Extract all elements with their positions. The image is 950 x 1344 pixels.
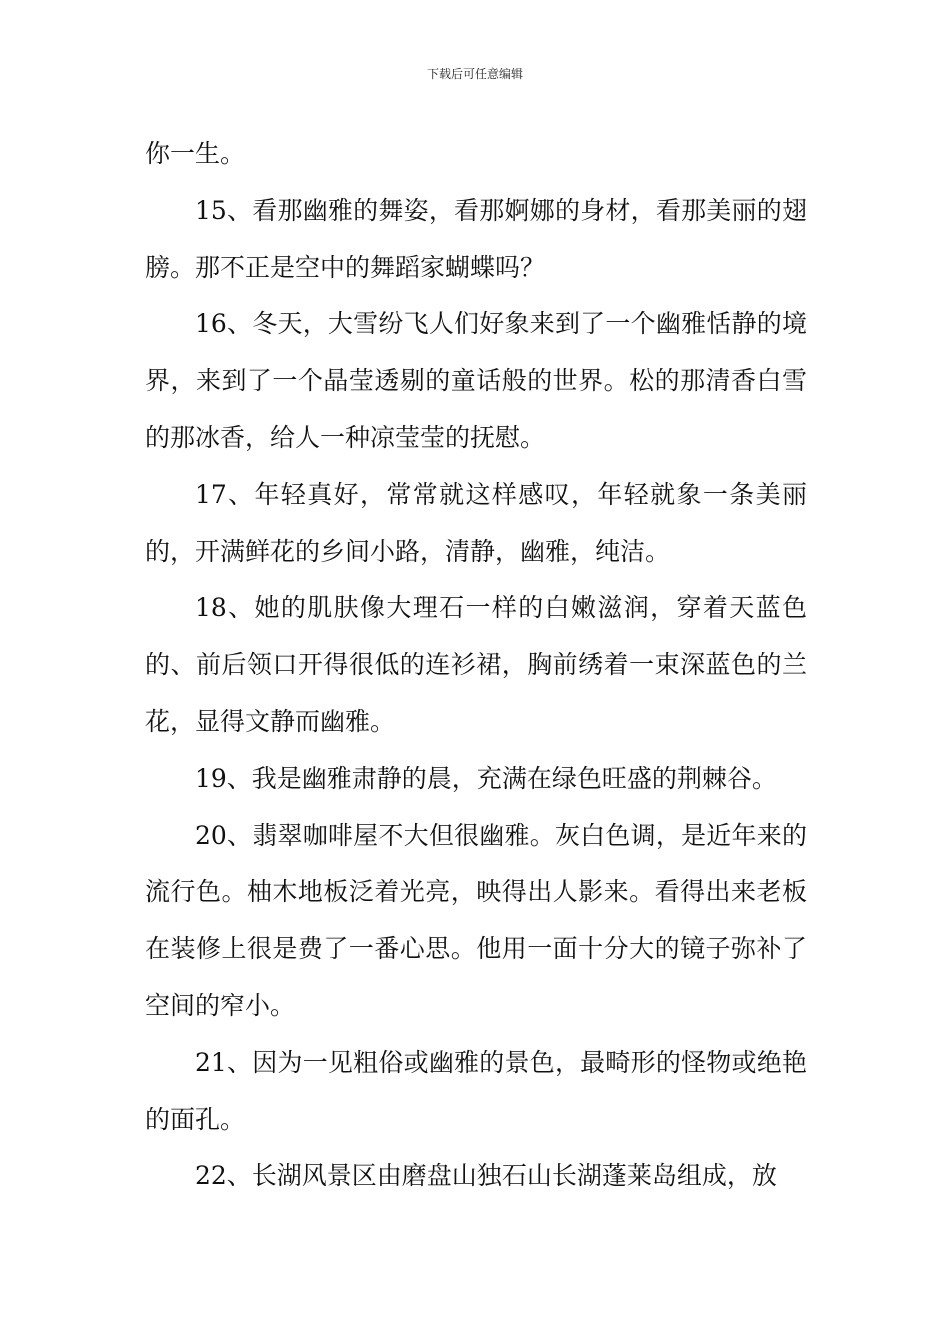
paragraph-22: 22、长湖风景区由磨盘山独石山长湖蓬莱岛组成，放 — [195, 1161, 777, 1191]
paragraph-15: 15、看那幽雅的舞姿，看那婀娜的身材，看那美丽的翅膀。那不正是空中的舞蹈家蝴蝶吗？ — [145, 195, 807, 282]
paragraph-20: 20、翡翠咖啡屋不大但很幽雅。灰白色调，是近年来的流行色。柚木地板泛着光亮，映得出人影来。看得出来老板在装修上很是费了一番心思。他用一面十分大的镜子弥补了空间的窄小。 — [145, 820, 807, 1020]
paragraph-continuation: 你一生。 — [145, 139, 246, 168]
paragraph-18: 18、她的肌肤像大理石一样的白嫩滋润，穿着天蓝色的、前后领口开得很低的连衫裙，胸前绣着一束深蓝色的兰花，显得文静而幽雅。 — [145, 593, 807, 736]
paragraph-16: 16、冬天，大雪纷飞人们好象来到了一个幽雅恬静的境界，来到了一个晶莹透剔的童话般的世界。松的那清香白雪的那冰香，给人一种凉莹莹的抚慰。 — [145, 309, 807, 452]
page-header: 下载后可任意编辑 — [426, 67, 523, 81]
document-body — [145, 126, 807, 1205]
paragraph-19: 19、我是幽雅肃静的晨，充满在绿色旺盛的荆棘谷。 — [195, 763, 777, 793]
paragraph-17: 17、年轻真好，常常就这样感叹，年轻就象一条美丽的，开满鲜花的乡间小路，清静，幽雅，纯洁。 — [145, 479, 807, 566]
paragraph-21: 21、因为一见粗俗或幽雅的景色，最畸形的怪物或绝艳的面孔。 — [145, 1047, 807, 1134]
